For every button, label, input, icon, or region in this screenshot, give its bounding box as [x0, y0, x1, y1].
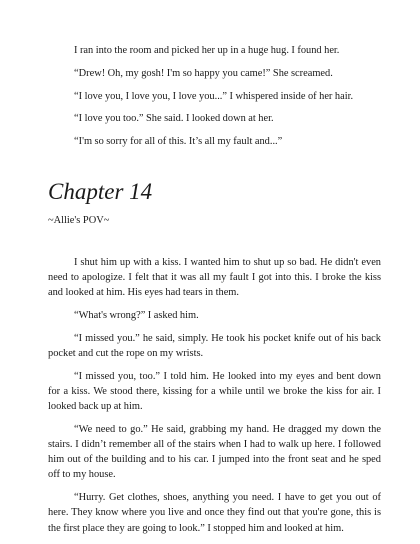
paragraph: “I missed you.” he said, simply. He took his pocket knife out of his back pocket and cut the rope on my wrists.: [48, 332, 381, 360]
paragraph: I ran into the room and picked her up in a huge hug. I found her.: [74, 45, 340, 56]
chapter-body: [48, 255, 381, 543]
paragraph: “I missed you, too.” I told him. He looked into my eyes and bent down for a kiss. We stood there, kissing for a while until we broke the kiss for air. I looked back up at him.: [48, 370, 381, 413]
paragraph: “We need to go.” He said, grabbing my hand. He dragged my down the stairs. I didn’t remember all of the stairs when I had to walk up here. I followed him out of the building and to his car. I jumped into the front seat and he sped off to my house.: [48, 423, 381, 481]
paragraph: “Drew! Oh, my gosh! I'm so happy you came!” She screamed.: [74, 67, 333, 79]
previous-chapter-ending: [48, 43, 381, 157]
paragraph: “I'm so sorry for all of this. It’s all my fault and...”: [74, 136, 283, 148]
paragraph: I shut him up with a kiss. I wanted him to shut up so bad. He didn't even need to apologize. I felt that it was all my fault I got into this. I broke the kiss and looked at him. His eyes had tears in them.: [48, 257, 381, 299]
chapter-heading: Chapter 14: [48, 179, 153, 204]
paragraph: “I love you too.” She said. I looked down at her.: [74, 113, 274, 125]
pov-label: ~Allie's POV~: [48, 215, 110, 226]
paragraph: “What's wrong?” I asked him.: [74, 310, 199, 322]
paragraph: “Hurry. Get clothes, shoes, anything you need. I have to get you out of here. They know where you live and once they find out that you're gone, this is the first place they are going to look.” I stopped him and looked at him.: [48, 492, 381, 534]
paragraph: “I love you, I love you, I love you...” I whispered inside of her hair.: [74, 90, 354, 102]
